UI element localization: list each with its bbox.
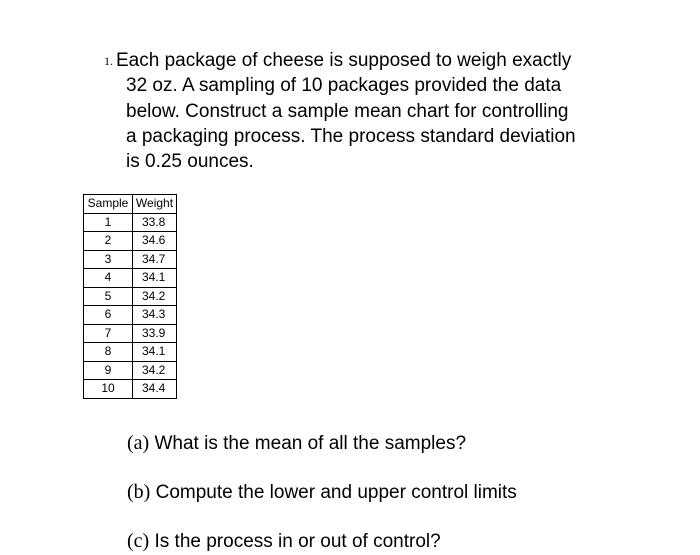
weight-cell: 34.2 xyxy=(133,361,177,380)
sample-cell: 8 xyxy=(84,343,133,362)
table-row xyxy=(84,306,177,325)
table-row xyxy=(84,250,177,269)
table-row xyxy=(84,324,177,343)
column-header-sample: Sample xyxy=(84,195,133,214)
problem-line: a packaging process. The process standard deviation xyxy=(126,125,576,147)
weight-cell: 34.3 xyxy=(133,306,177,325)
weight-cell: 34.1 xyxy=(133,269,177,288)
sample-cell: 4 xyxy=(84,269,133,288)
sample-cell: 6 xyxy=(84,306,133,325)
question-label: (c) xyxy=(127,530,150,552)
problem-line: below. Construct a sample mean chart for controlling xyxy=(126,100,569,122)
question-label: (a) xyxy=(127,432,150,454)
weight-cell: 34.2 xyxy=(133,287,177,306)
sample-cell: 5 xyxy=(84,287,133,306)
problem-line: is 0.25 ounces. xyxy=(126,151,254,173)
weight-cell: 33.9 xyxy=(133,324,177,343)
weight-cell: 34.4 xyxy=(133,380,177,399)
sample-cell: 2 xyxy=(84,232,133,251)
table-row xyxy=(84,287,177,306)
problem-line: Each package of cheese is supposed to weigh exactly xyxy=(116,50,572,71)
problem-number: 1. xyxy=(104,54,113,68)
sample-cell: 10 xyxy=(84,380,133,399)
question-text: Compute the lower and upper control limits xyxy=(150,482,517,503)
weight-cell: 33.8 xyxy=(133,213,177,232)
question-text: Is the process in or out of control? xyxy=(149,531,441,552)
sample-cell: 3 xyxy=(84,250,133,269)
table-row xyxy=(84,269,177,288)
problem-line: 32 oz. A sampling of 10 packages provided the data xyxy=(126,75,562,97)
table-row xyxy=(84,380,177,399)
question-label: (b) xyxy=(127,481,151,503)
table-header-row xyxy=(84,195,177,214)
problem-text xyxy=(116,48,656,174)
weight-cell: 34.6 xyxy=(133,232,177,251)
table-row xyxy=(84,361,177,380)
weight-cell: 34.7 xyxy=(133,250,177,269)
table-row xyxy=(84,213,177,232)
weight-cell: 34.1 xyxy=(133,343,177,362)
table-row xyxy=(84,343,177,362)
sample-cell: 7 xyxy=(84,324,133,343)
sample-cell: 1 xyxy=(84,213,133,232)
question-b xyxy=(127,481,517,504)
column-header-weight: Weight xyxy=(133,195,177,214)
table-row xyxy=(84,232,177,251)
question-text: What is the mean of all the samples? xyxy=(149,433,467,454)
sample-weight-table xyxy=(83,194,177,399)
question-c xyxy=(127,530,441,553)
sample-cell: 9 xyxy=(84,361,133,380)
question-a xyxy=(127,432,466,455)
